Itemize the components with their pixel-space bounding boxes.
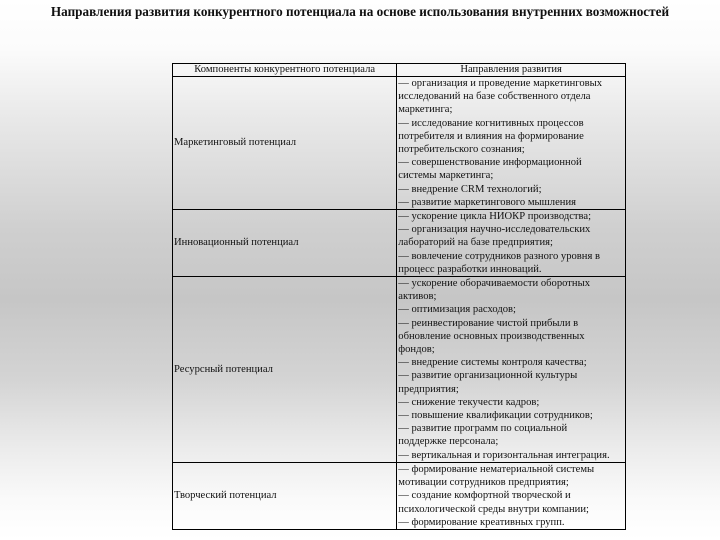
direction-line: потребительского сознания; <box>398 144 525 156</box>
component-cell: Маркетинговый потенциал <box>173 77 397 210</box>
component-cell: Ресурсный потенциал <box>173 277 397 463</box>
direction-line: — развитие программ по социальной <box>398 423 568 435</box>
directions-cell <box>397 77 626 210</box>
direction-line: — формирование креативных групп. <box>398 516 565 528</box>
direction-line: — ускорение оборачиваемости оборотных <box>398 278 590 290</box>
direction-line: активов; <box>398 291 437 303</box>
component-cell: Инновационный потенциал <box>173 210 397 277</box>
table-row <box>173 77 626 210</box>
directions-cell <box>397 210 626 277</box>
direction-line: — оптимизация расходов; <box>398 304 516 316</box>
direction-line: предприятия; <box>398 383 459 395</box>
direction-line: — исследование когнитивных процессов <box>398 117 584 129</box>
direction-line: — повышение квалификации сотрудников; <box>398 410 593 422</box>
direction-line: обновление основных производственных <box>398 330 585 342</box>
table-row <box>173 462 626 529</box>
direction-line: — развитие маркетингового мышления <box>398 196 577 208</box>
direction-line: — внедрение системы контроля качества; <box>398 357 587 369</box>
direction-line: — снижение текучести кадров; <box>398 396 540 408</box>
table-row <box>173 277 626 463</box>
direction-line: — формирование нематериальной системы <box>398 463 595 475</box>
direction-line: — ускорение цикла НИОКР производства; <box>398 211 592 223</box>
directions-cell <box>397 462 626 529</box>
direction-line: поддержке персонала; <box>398 436 499 448</box>
direction-line: — внедрение CRM технологий; <box>398 183 542 195</box>
direction-line: — организация и проведение маркетинговых <box>398 78 603 89</box>
direction-line: потребителя и влияния на формирование <box>398 130 584 142</box>
competitive-potential-table <box>172 63 626 530</box>
direction-line: лабораторий на базе предприятия; <box>398 237 553 249</box>
direction-line: — реинвестирование чистой прибыли в <box>398 317 579 329</box>
directions-cell <box>397 277 626 463</box>
direction-line: процесс разработки инноваций. <box>398 263 542 275</box>
direction-line: — развитие организационной культуры <box>398 370 578 382</box>
direction-line: психологической среды внутри компании; <box>398 503 589 515</box>
table-header-row <box>173 64 626 77</box>
header-components: Компоненты конкурентного потенциала <box>173 64 397 77</box>
direction-line: маркетинга; <box>398 104 453 116</box>
direction-line: — организация научно-исследовательских <box>398 224 591 236</box>
direction-line: мотивации сотрудников предприятия; <box>398 477 569 489</box>
direction-line: — создание комфортной творческой и <box>398 490 571 502</box>
component-cell: Творческий потенциал <box>173 462 397 529</box>
direction-line: — вовлечение сотрудников разного уровня в <box>398 250 600 262</box>
table-row <box>173 210 626 277</box>
header-directions: Направления развития <box>397 64 626 77</box>
page-title: Направления развития конкурентного потенциала на основе использования внутренних возможностей <box>50 4 670 19</box>
direction-line: — вертикальная и горизонтальная интеграция. <box>398 449 610 461</box>
direction-line: фондов; <box>398 344 435 356</box>
direction-line: исследований на базе собственного отдела <box>398 91 591 103</box>
direction-line: системы маркетинга; <box>398 170 494 182</box>
direction-line: — совершенствование информационной <box>398 157 582 169</box>
